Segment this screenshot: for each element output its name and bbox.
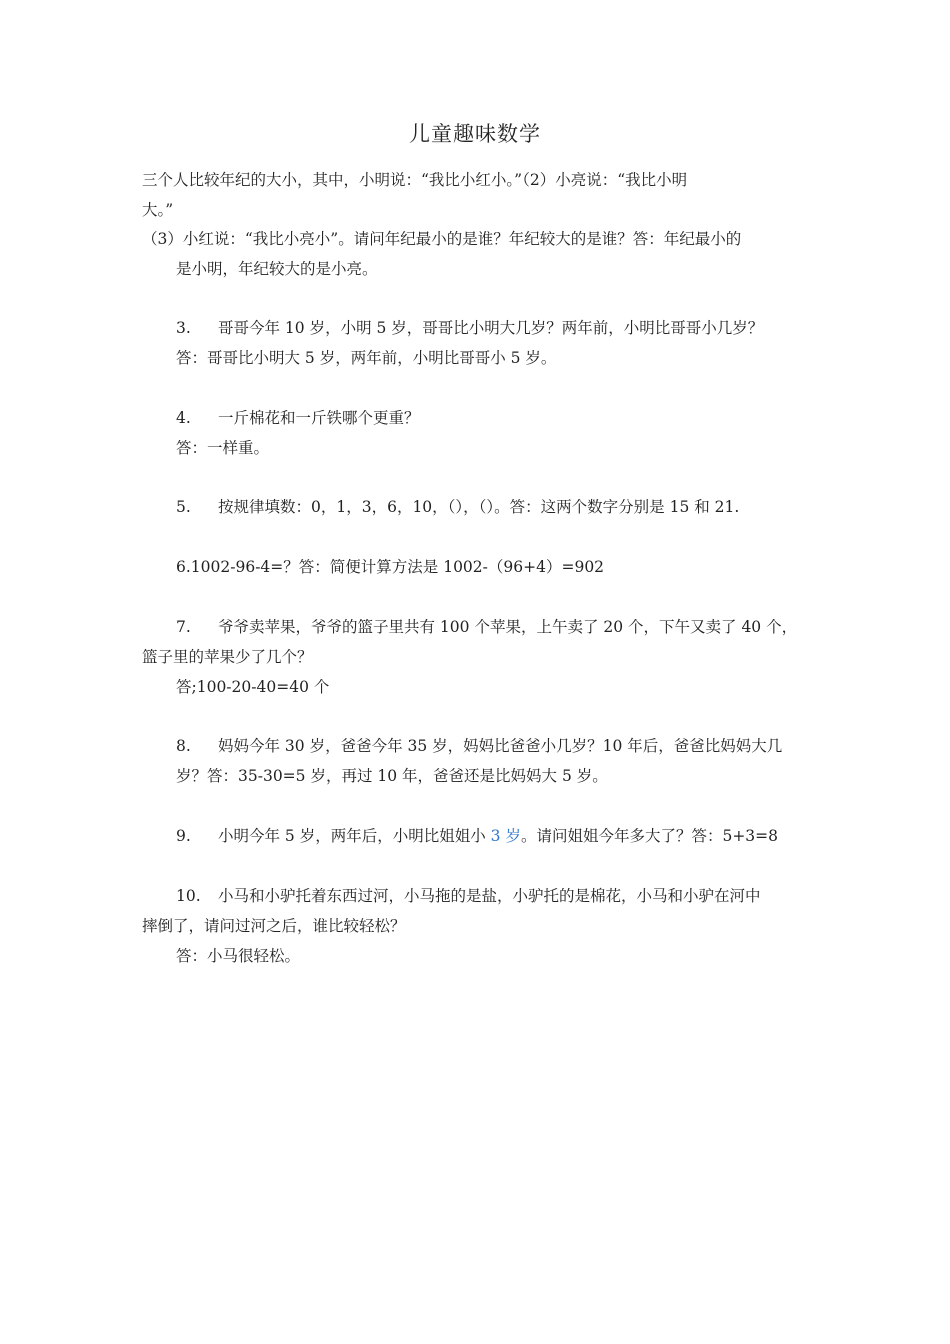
answer-3: 答：哥哥比小明大 5 岁，两年前，小明比哥哥小 5 岁。	[176, 349, 557, 367]
answer-4: 答：一样重。	[176, 439, 270, 457]
question-5	[176, 497, 739, 517]
question-text: 妈妈今年 30 岁，爸爸今年 35 岁，妈妈比爸爸小几岁？10 年后，爸爸比妈妈大几	[218, 737, 783, 755]
question-7-cont: 篮子里的苹果少了几个？	[142, 648, 313, 666]
paragraph-line: 大。”	[142, 201, 174, 219]
highlighted-text: 3 岁	[490, 827, 521, 845]
question-6: 6.1002-96-4=？答：简便计算方法是 1002-（96+4）=902	[176, 558, 605, 576]
question-text: 爷爷卖苹果，爷爷的篮子里共有 100 个苹果，上午卖了 20 个，下午又卖了 40 个，	[218, 618, 798, 636]
question-number: 4.	[176, 409, 191, 427]
question-10-cont: 摔倒了，请问过河之后，谁比较轻松？	[142, 917, 406, 935]
question-text: 一斤棉花和一斤铁哪个更重？	[218, 409, 420, 427]
question-3	[176, 318, 763, 338]
question-number: 8.	[176, 737, 191, 755]
paragraph-line: （3）小红说：“我比小亮小”。请问年纪最小的是谁？年纪较大的是谁？答：年纪最小的	[142, 230, 742, 248]
answer-7: 答;100-20-40=40 个	[176, 678, 330, 696]
question-10	[176, 886, 761, 906]
question-text: 。请问姐姐今年多大了？答：5+3=8	[520, 827, 779, 845]
paragraph-line: 三个人比较年纪的大小，其中，小明说：“我比小红小。”（2）小亮说：“我比小明	[142, 171, 688, 189]
answer-10: 答：小马很轻松。	[176, 947, 301, 965]
question-number: 7.	[176, 618, 191, 636]
question-text: 哥哥今年 10 岁，小明 5 岁，哥哥比小明大几岁？两年前，小明比哥哥小几岁？	[218, 319, 764, 337]
question-7	[176, 617, 797, 637]
question-number: 3.	[176, 319, 191, 337]
question-8-cont: 岁？答：35-30=5 岁，再过 10 年，爸爸还是比妈妈大 5 岁。	[176, 767, 608, 785]
question-4	[176, 408, 420, 428]
question-number: 10.	[176, 887, 201, 905]
question-text: 按规律填数：0，1，3，6，10，（），（）。答：这两个数字分别是 15 和 21.	[218, 498, 740, 516]
question-9	[176, 826, 778, 846]
question-text: 小马和小驴托着东西过河，小马拖的是盐，小驴托的是棉花，小马和小驴在河中	[218, 887, 761, 905]
document-title: 儿童趣味数学	[409, 122, 541, 146]
question-number: 5.	[176, 498, 191, 516]
question-8	[176, 736, 782, 756]
question-number: 9.	[176, 827, 191, 845]
paragraph-line: 是小明，年纪较大的是小亮。	[176, 260, 378, 278]
question-text: 小明今年 5 岁，两年后，小明比姐姐小	[218, 827, 491, 845]
